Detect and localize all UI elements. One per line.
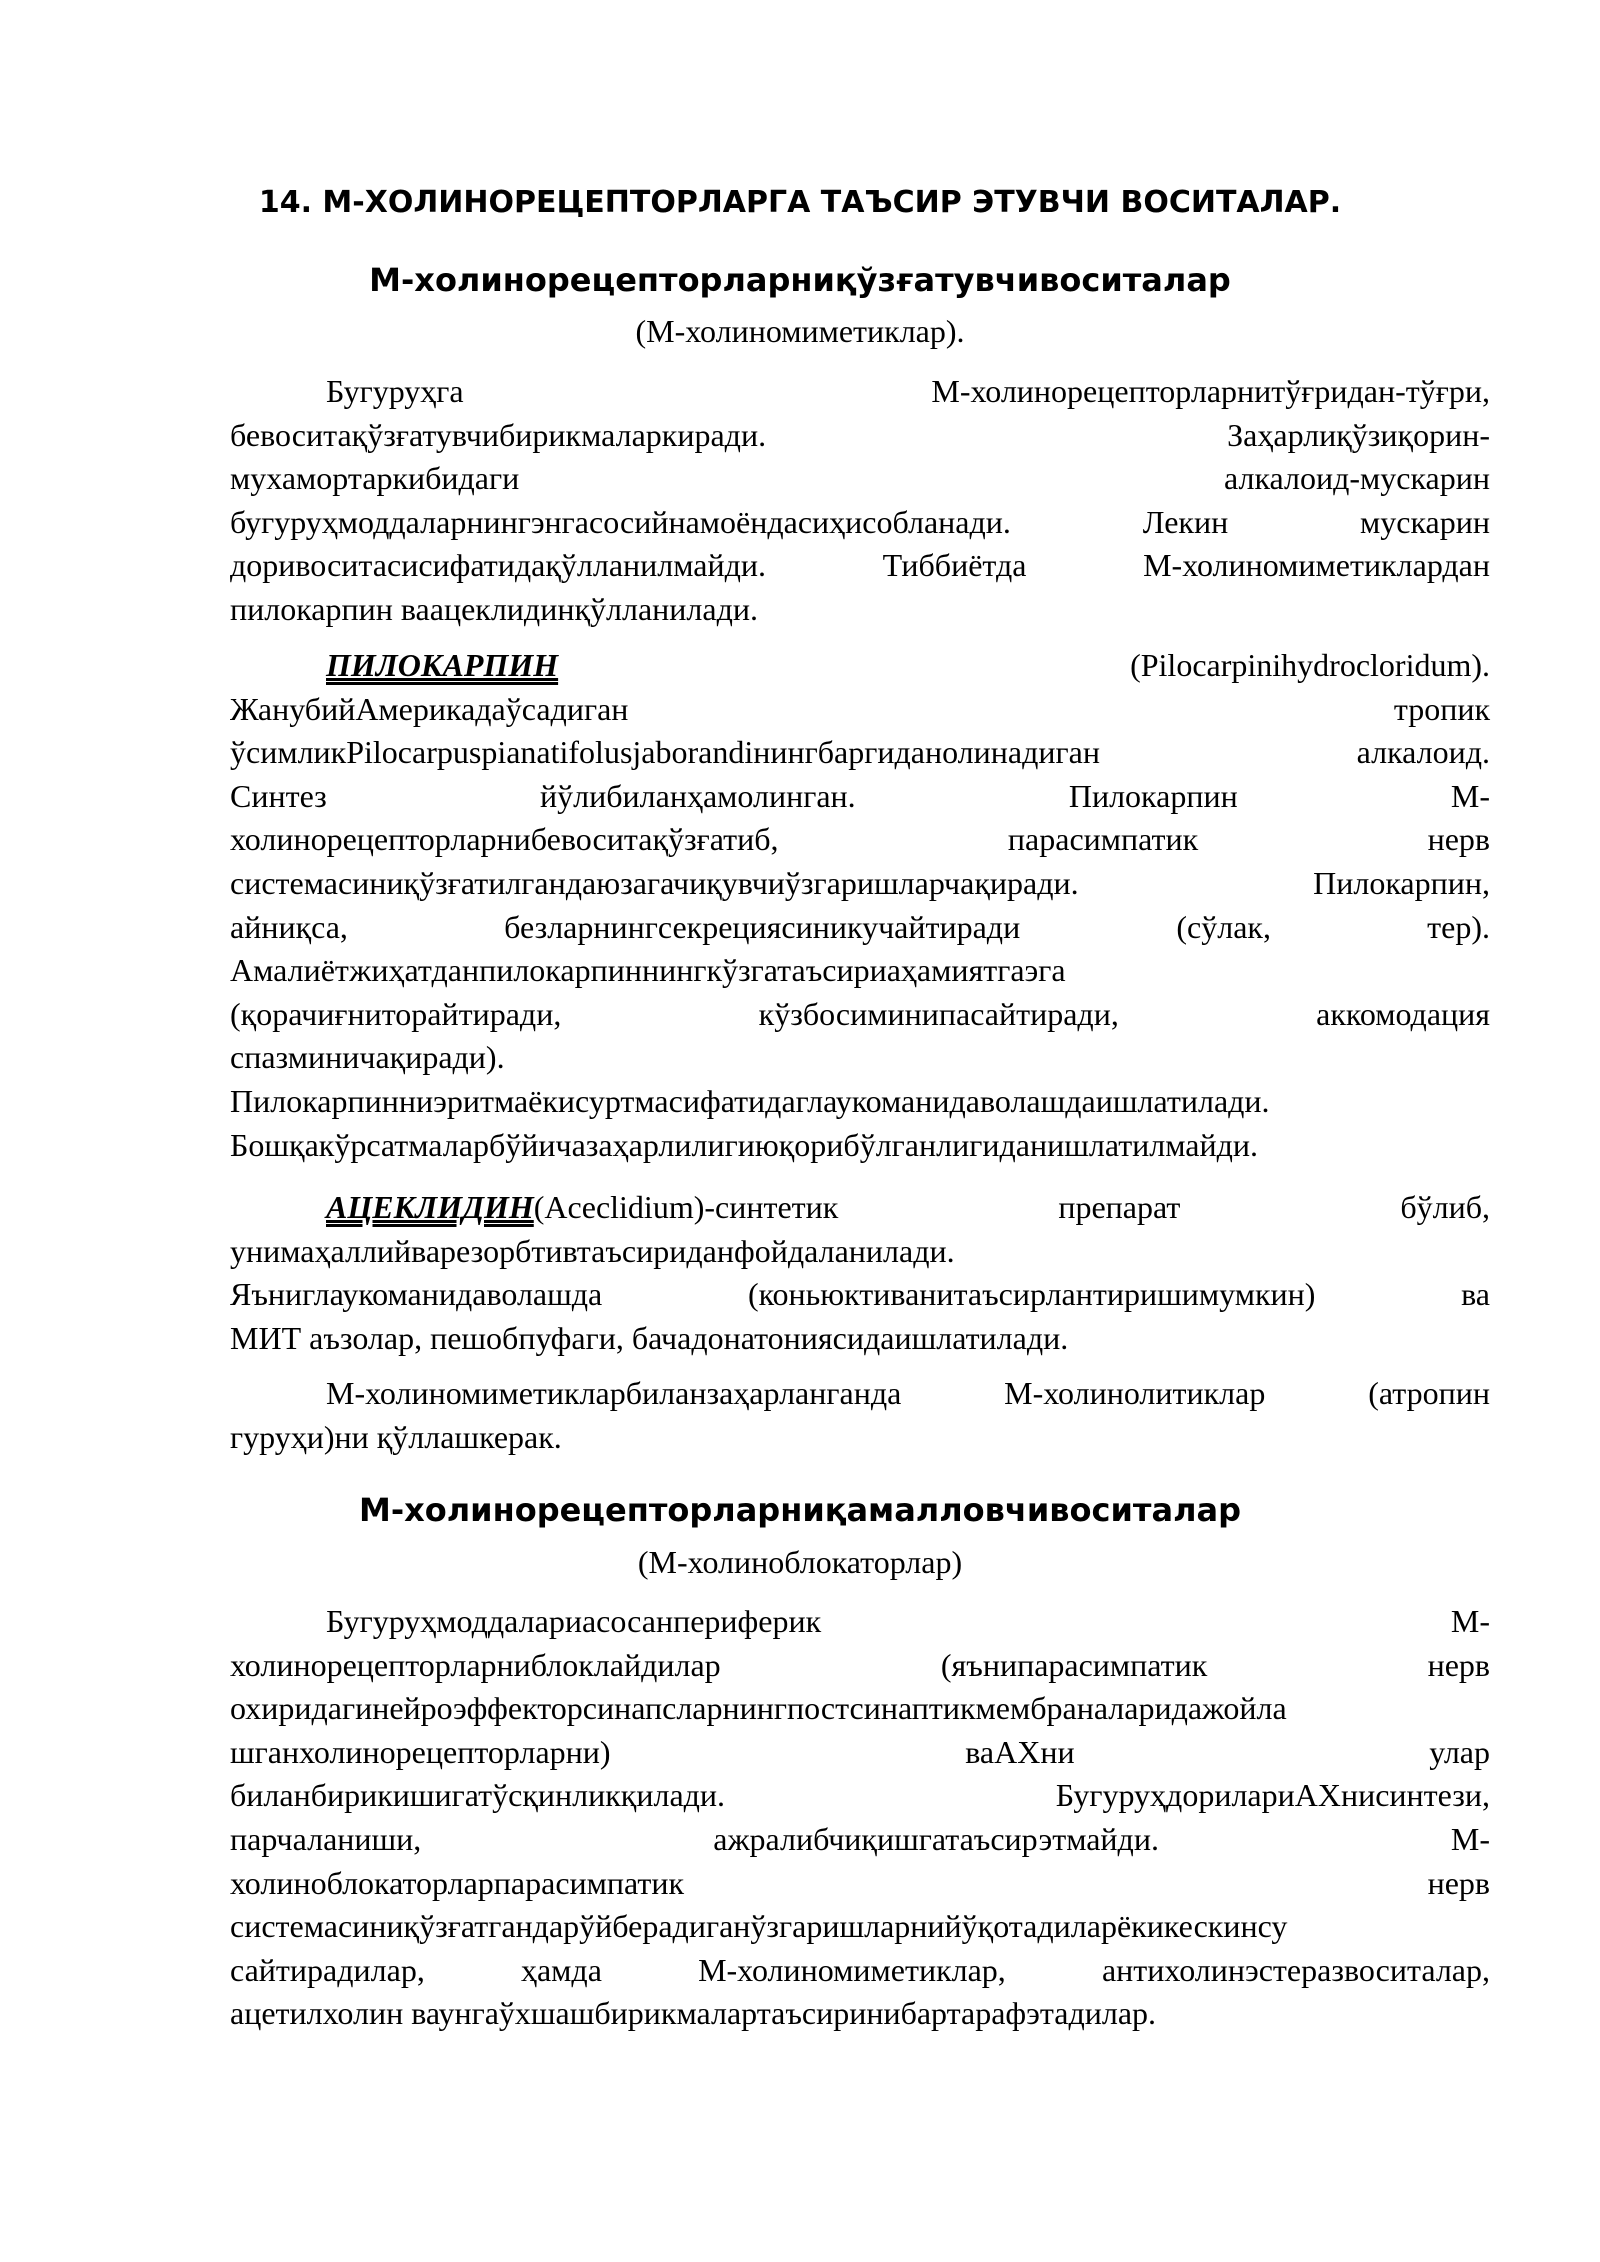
section2-heading: М-холинорецепторларниқамалловчивоситалар (358, 1491, 1241, 1529)
text-line: айниқса, безларнингсекрециясиникучайтиради (сўлак, тер). (230, 908, 1490, 945)
pilocarpine-latin-name: (Pilocarpinihydrocloridum). (1130, 647, 1490, 683)
text-line: ўсимликPilocarpuspianatifolusjaborandiнингбаргиданолинадиган алкалоид. (230, 734, 1490, 771)
text-line: мухамортаркибидаги алкалоид-мускарин (230, 460, 1490, 497)
text-line: системасиниқўзғатгандарўйберадиганўзгаришларнийўқотадиларёкикескинсу (230, 1908, 1288, 1945)
text-line: пилокарпин ваацеклидинқўлланилади. (230, 590, 758, 627)
text-line: Яъниглаукоманидаволашда (коньюктиванитаъсирлантиришимумкин) ва (230, 1276, 1490, 1313)
text-line: М-холиномиметикларбиланзаҳарланганда М-холинолитиклар (атропин (326, 1375, 1490, 1411)
text-line: Бошқакўрсатмаларбўйичазаҳарлилигиюқорибўлганлигиданишлатилмайди. (230, 1126, 1259, 1163)
text-line: Амалиётжиҳатданпилокарпиннингкўзгатаъсириаҳамиятгаэга (230, 952, 1066, 989)
text-line: (қорачиғниторайтиради, кўзбосиминипасайтиради, аккомодация (230, 995, 1490, 1032)
text-line: унимаҳаллийварезорбтивтаъсириданфойдаланилади. (230, 1232, 955, 1269)
text-line: холинорецепторларниблоклайдилар (яънипарасимпатик нерв (230, 1646, 1490, 1683)
section1-subheading: (М-холиномиметиклар). (635, 313, 965, 349)
section1-heading: М-холинорецепторларниқўзғатувчивоситалар (369, 261, 1231, 299)
aceclidine-paragraph (230, 1186, 1490, 1360)
text-line: доривоситасисифатидақўлланилмайди. Тиббиётда М-холиномиметиклардан (230, 547, 1490, 584)
antidote-paragraph (230, 1372, 1490, 1459)
text-line: охиридагинейроэффекторсинапсларнингпостсинаптикмембраналаридажойла (230, 1690, 1287, 1727)
text-line: системасиниқўзғатилгандаюзагачиқувчиўзгаришларчақиради. Пилокарпин, (230, 864, 1490, 901)
aceclidine-description-start: (Aceclidium)-синтетик препарат бўлиб, (533, 1189, 1490, 1225)
text-line: сайтирадилар, ҳамда М-холиномиметиклар, антихолинэстеразвоситалар, (230, 1951, 1490, 1988)
text-line: Синтез йўлибиланҳамолинган. Пилокарпин М- (230, 777, 1490, 814)
text-line: биланбирикишигатўсқинликқилади. БугуруҳдорилариАХнисинтези, (230, 1777, 1490, 1814)
text-line: ЖанубийАмерикадаўсадиган тропик (230, 690, 1490, 727)
text-line: холиноблокаторларпарасимпатик нерв (230, 1864, 1490, 1901)
text-line: Пилокарпинниэритмаёкисуртмасифатидаглаукоманидаволашдаишлатилади. (230, 1082, 1270, 1119)
blockers-paragraph (230, 1600, 1490, 2036)
text-line: спазминичақиради). (230, 1039, 505, 1076)
text-line: Бугуруҳга М-холинорецепторларнитўғридан-тўғри, (326, 373, 1490, 409)
text-line: гуруҳи)ни қўллашкерак. (230, 1418, 562, 1455)
text-line (230, 644, 1490, 688)
text-line: МИТ аъзолар, пешобпуфаги, бачадонатониясидаишлатилади. (230, 1319, 1069, 1356)
text-line: парчаланиши, ажралибчиқишгатаъсирэтмайди. М- (230, 1820, 1490, 1857)
text-line: шганхолинорецепторларни) ваАХни улар (230, 1733, 1490, 1770)
text-line: ацетилхолин ваунгаўхшашбирикмалартаъсиринибартарафэтадилар. (230, 1995, 1157, 2032)
text-line: бугуруҳмоддаларнингэнгасосийнамоёндасиҳисобланади. Лекин мускарин (230, 503, 1490, 540)
text-line: холинорецепторларнибевоситақўзғатиб, парасимпатик нерв (230, 821, 1490, 858)
section2-subheading: (М-холиноблокаторлар) (637, 1544, 963, 1580)
intro-paragraph (230, 370, 1490, 632)
drug-name-aceclidine: АЦЕКЛИДИН (326, 1189, 534, 1225)
text-line (230, 1186, 1490, 1230)
text-line: Бугуруҳмоддалариасосанпериферик М- (326, 1603, 1490, 1639)
text-line: бевоситақўзғатувчибирикмаларкиради. Заҳарлиқўзиқорин- (230, 416, 1490, 453)
drug-name-pilocarpine: ПИЛОКАРПИН (326, 647, 559, 683)
chapter-title: 14. М-ХОЛИНОРЕЦЕПТОРЛАРГА ТАЪСИР ЭТУВЧИ ВОСИТАЛАР. (258, 185, 1342, 220)
pilocarpine-paragraph (230, 644, 1490, 1167)
